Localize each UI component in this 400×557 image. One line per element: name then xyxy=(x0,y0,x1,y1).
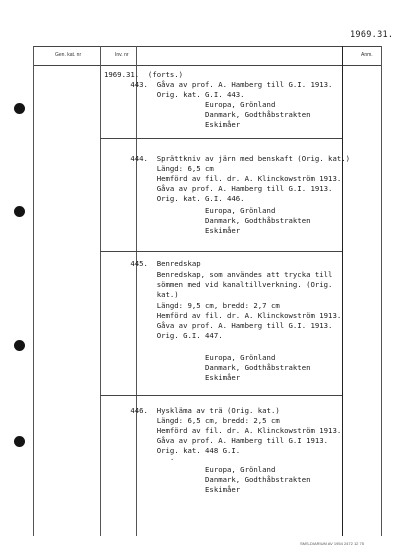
entry-line: Europa, Grönland xyxy=(104,353,276,362)
entry-separator-1 xyxy=(100,138,342,139)
border-left xyxy=(33,46,34,536)
entry-line: Eskimåer xyxy=(104,120,241,129)
punch-hole-1 xyxy=(14,103,25,114)
punch-hole-2 xyxy=(14,206,25,217)
column-divider-inv xyxy=(100,46,101,536)
punch-hole-3 xyxy=(14,340,25,351)
entry-line: Längd: 6,5 cm xyxy=(104,164,214,173)
entry-separator-2 xyxy=(100,251,342,252)
entry-line: Europa, Grönland xyxy=(104,465,276,474)
header-anm: Anm. xyxy=(361,52,373,58)
entry-line: Eskimåer xyxy=(104,485,241,494)
entry-line: Orig. kat. G.I. 446. xyxy=(104,194,245,203)
entry-line: Orig. G.I. 447. xyxy=(104,331,223,340)
entry-line: 445. Benredskap xyxy=(104,259,201,268)
entry-line: Orig. kat. G.I. 443. xyxy=(104,90,245,99)
entry-line: Längd: 6,5 cm, bredd: 2,5 cm xyxy=(104,416,280,425)
entry-line: Benredskap, som användes att trycka till xyxy=(104,270,333,279)
entry-separator-3 xyxy=(100,395,342,396)
form-footer: SMS-DIARIUM AV 1954 2472 12 75 xyxy=(300,541,364,546)
column-header xyxy=(33,46,381,66)
entry-line: kat.) xyxy=(104,290,179,299)
entry-line: Orig. kat. 448 G.I. xyxy=(104,446,241,455)
entry-line: 443. Gåva av prof. A. Hamberg till G.I. 1913. xyxy=(104,80,333,89)
entry-line: sömmen med vid kanaltillverkning. (Orig. xyxy=(104,280,333,289)
entry-line: Danmark, Godthåbstrakten xyxy=(104,216,311,225)
entry-line: Hemförd av fil. dr. A. Klinckowström 1913. xyxy=(104,174,342,183)
entry-line: Eskimåer xyxy=(104,226,241,235)
entry-line: Gåva av prof. A. Hamberg till G.I. 1913. xyxy=(104,184,333,193)
entry-line: Europa, Grönland xyxy=(104,206,276,215)
entry-line: Hemförd av fil. dr. A. Klinckowström 1913. xyxy=(104,311,342,320)
entry-line: Hemförd av fil. dr. A. Klinckowström 1913. xyxy=(104,426,342,435)
entry-line: Längd: 9,5 cm, bredd: 2,7 cm xyxy=(104,301,280,310)
entry-line: Gåva av prof. A. Hamberg till G.I. 1913. xyxy=(104,321,333,330)
header-inv-nr: Inv. nr xyxy=(115,52,129,58)
entry-line: Europa, Grönland xyxy=(104,100,276,109)
column-divider-anm xyxy=(342,46,343,536)
entry-line: Gåva av prof. A. Hamberg till G.I 1913. xyxy=(104,436,329,445)
entry-line: Eskimåer xyxy=(104,373,241,382)
border-right xyxy=(381,46,382,536)
entry-line: Danmark, Godthåbstrakten xyxy=(104,363,311,372)
entry-line: 444. Sprättkniv av järn med benskaft (Orig. kat.) xyxy=(104,154,351,163)
page-number: 1969.31. xyxy=(350,30,394,40)
entry-line: Danmark, Godthåbstrakten xyxy=(104,475,311,484)
entry-line: 446. Hyskläma av trä (Orig. kat.) xyxy=(104,406,280,415)
punch-hole-4 xyxy=(14,436,25,447)
entry-line: Danmark, Godthåbstrakten xyxy=(104,110,311,119)
stray-mark: · xyxy=(170,456,175,464)
entry-line: 1969.31. (forts.) xyxy=(104,70,184,79)
header-gen-kat-nr: Gen. kat. nr xyxy=(55,52,82,58)
